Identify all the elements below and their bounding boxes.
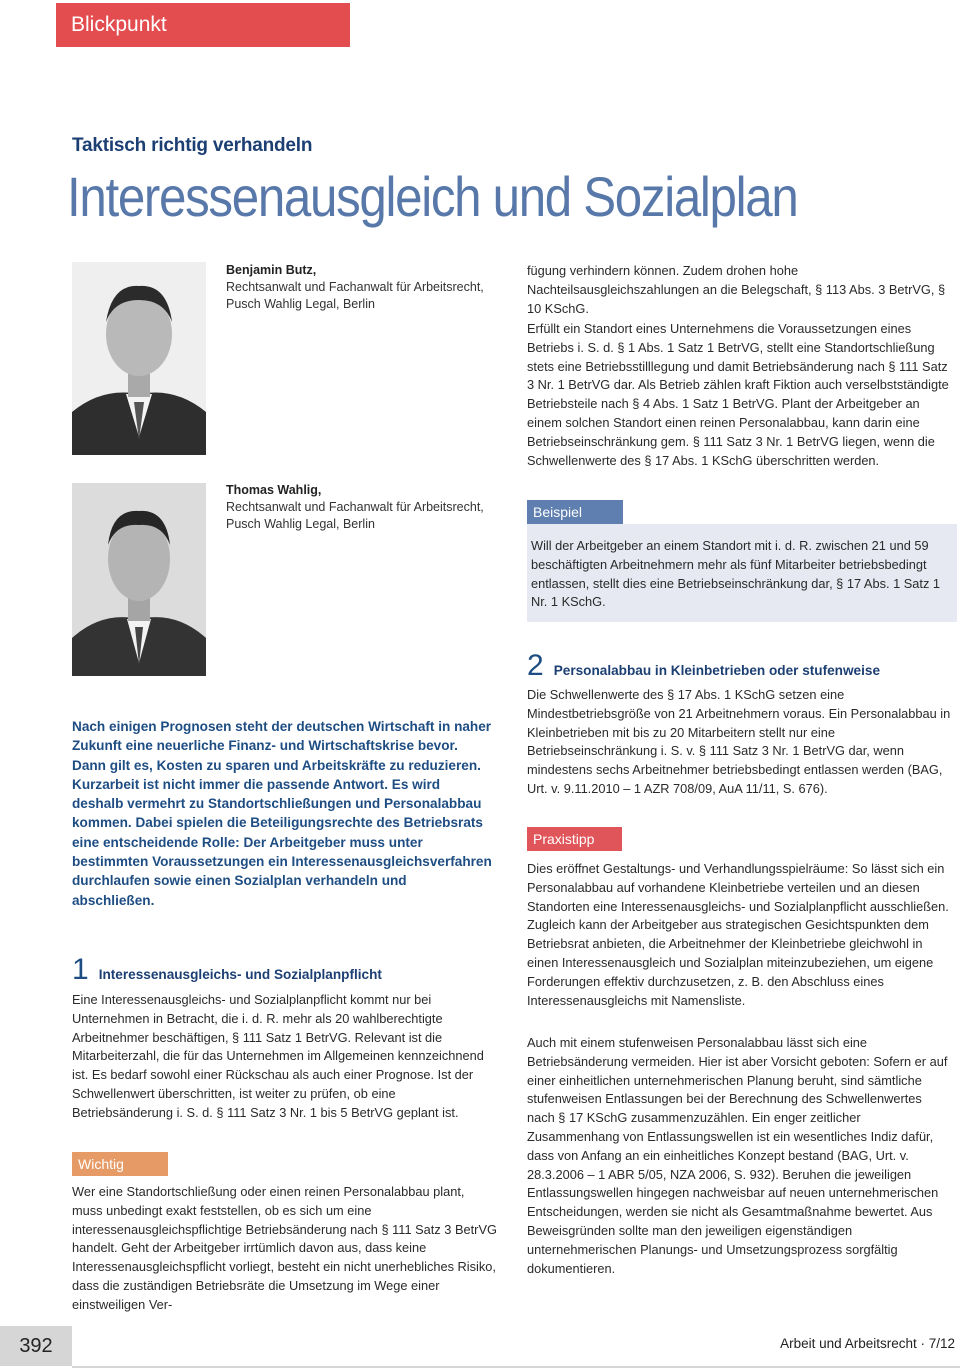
- author-firm: Pusch Wahlig Legal, Berlin: [226, 517, 375, 531]
- closing-paragraph: Auch mit einem stufenweisen Personalabbau lässt sich eine Betriebsänderung vermeiden. Hier ist aber Vorsicht geboten: Sofern er auf einer einheitlichen unternehmerischen Planung beruht, sind sämtliche stufenweisen Entlassungen bei der Berechnung des Schwellenwertes nach § 17 KSchG zusammenzuzählen. Ein enger zeitlicher Zusammenhang von Entlassungswellen ist ein wesentliches Indiz dafür, dass von Anfang an ein einheitliches Konzept bestand (BAG, Urt. v. 28.3.2006 – 1 ABR 5/05, NZA 2006, S. 932). Beruhen die jeweiligen Entlassungswellen hingegen nachweisbar auf neuen unternehmerischen Entscheidungen, werden sie nicht als Gesamtmaßnahme bewertet. Aus Beweisgründen sollte man den jeweiligen eigenständigen unternehmerischen Planungs- und Umsetzungsprozess sorgfältig dokumentieren.: [527, 1035, 948, 1276]
- praxistipp-label: Praxistipp: [527, 827, 622, 851]
- section-1-body: Eine Interessenausgleichs- und Sozialplanpflicht kommt nur bei Unternehmen in Betracht, die i. d. R. mehr als 20 wahlberechtigte Arbeitnehmer beschäftigen, § 111 Satz 1 BetrVG. Relevant ist die Mitarbeiterzahl, die für das Unternehmen im Allgemeinen kennzeichnend ist. Es bedarf sowohl einer Rückschau als auch einer Prognose. Ist der Schwellenwert überschritten, ist weiter zu prüfen, ob eine Betriebsänderung i. S. d. § 111 Satz 3 Nr. 1 bis 5 BetrVG geplant ist.: [72, 992, 484, 1120]
- section-title: Personalabbau in Kleinbetrieben oder stufenweise: [553, 663, 881, 678]
- praxistipp-body: Dies eröffnet Gestaltungs- und Verhandlungsspielräume: So lässt sich ein Personalabbau auf vorhandene Kleinbetriebe verteilen und an diesen Standorten eine Interessenausgleichs- und Sozialplanpflicht ausschließen. Zugleich kann der Arbeitgeber aus strategischen Gesichtspunkten dem Betriebsrat anbieten, die Arbeitnehmer der Kleinbetriebe gleichwohl in einen Interessenausgleich und Sozialplan miteinzubeziehen, um eigene Forderungen effektiv durchzusetzen, z. B. den Abschluss eines Interessenausgleichs mit Namensliste.: [527, 861, 949, 1008]
- author-name: Thomas Wahlig,: [226, 483, 322, 497]
- right-para-2: Erfüllt ein Standort eines Unternehmens die Voraussetzungen eines Betriebs i. S. d. § 1 Abs. 1 Satz 1 BetrVG, stellt eine Standortschließung stets eine Betriebsstilllegung und damit Betriebsänderung nach § 111 Satz 3 Nr. 1 BetrVG dar. Als Betrieb zählen kraft Fiktion auch verselbstständigte Betriebsteile nach § 4 Abs. 1 Satz 1 BetrVG. Plant der Arbeitgeber an einem solchen Standort einen reinen Personalabbau, kann darin eine Betriebseinschränkung gem. § 111 Satz 3 Nr. 1 BetrVG liegen, wenn die Schwellenwerte des § 17 Abs. 1 KSchG überschritten werden.: [527, 321, 949, 468]
- person-photo-icon: [72, 483, 206, 676]
- section-2-heading: [527, 651, 880, 681]
- article-title: Interessenausgleich und Sozialplan: [67, 165, 798, 228]
- article-subtitle: Taktisch richtig verhandeln: [72, 135, 313, 156]
- author-name: Benjamin Butz,: [226, 263, 317, 277]
- section-number: 2: [527, 649, 544, 682]
- section-title: Interessenausgleichs- und Sozialplanpflicht: [98, 967, 382, 982]
- page-number: 392: [0, 1326, 72, 1366]
- author-photo-butz: [72, 262, 206, 455]
- section-number: 1: [72, 953, 89, 986]
- beispiel-label: Beispiel: [527, 500, 623, 524]
- author-firm: Pusch Wahlig Legal, Berlin: [226, 297, 375, 311]
- beispiel-body: Will der Arbeitgeber an einem Standort mit i. d. R. zwischen 21 und 59 beschäftigten Arbeitnehmern mehr als fünf Mitarbeiter betriebsbedingt entlassen, stellt dies eine Betriebseinschränkung dar, § 17 Abs. 1 Satz 1 Nr. 1 KSchG.: [531, 538, 941, 610]
- author-info-butz: [226, 262, 484, 313]
- right-para-1: fügung verhindern können. Zudem drohen hohe Nachteilsausgleichszahlungen an die Belegschaft, § 113 Abs. 3 BetrVG, § 10 KSchG.: [527, 263, 946, 316]
- section-1-heading: [72, 955, 382, 985]
- person-photo-icon: [72, 262, 206, 455]
- wichtig-body: Wer eine Standortschließung oder einen reinen Personalabbau plant, muss unbedingt exakt feststellen, ob es sich um eine interessenausgleichspflichtige Betriebsänderung nach § 111 Satz 3 BetrVG handelt. Geht der Arbeitgeber irrtümlich davon aus, dass keine Interessenausgleichspflicht vorliegt, besteht ein nicht unerhebliches Risiko, dass die zuständigen Betriebsräte die Umsetzung im Wege einer einstweiligen Ver-: [72, 1184, 497, 1312]
- section-2-body: Die Schwellenwerte des § 17 Abs. 1 KSchG setzen eine Mindestbetriebsgröße von 21 Arbeitnehmern voraus. Ein Personalabbau in Kleinbetrieben mit bis zu 20 Mitarbeitern stellt nur eine Betriebseinschränkung i. S. v. § 111 Satz 3 Nr. 1 BetrVG dar, wenn mindestens sechs Arbeitnehmer betriebsbedingt entlassen werden (BAG, Urt. v. 9.11.2010 – 1 AZR 708/09, AuA 11/11, S. 676).: [527, 687, 951, 796]
- author-photo-wahlig: [72, 483, 206, 676]
- journal-name: Arbeit und Arbeitsrecht · 7/12: [780, 1336, 955, 1351]
- author-role: Rechtsanwalt und Fachanwalt für Arbeitsrecht,: [226, 500, 484, 514]
- wichtig-label: Wichtig: [72, 1152, 168, 1176]
- author-info-wahlig: [226, 482, 484, 533]
- section-label: Blickpunkt: [56, 3, 350, 47]
- article-lead: Nach einigen Prognosen steht der deutschen Wirtschaft in naher Zukunft eine neuerliche Finanz- und Wirtschaftskrise bevor. Dann gilt es, Kosten zu sparen und Arbeitskräfte zu reduzieren. Kurzarbeit ist nicht immer die passende Antwort. Es wird deshalb vermehrt zu Standortschließungen und Personalabbau kommen. Dabei spielen die Beteiligungsrechte des Betriebsrats eine entscheidende Rolle: Der Arbeitgeber muss unter bestimmten Voraussetzungen ein Interessenausgleichsverfahren durchlaufen sowie einen Sozialplan verhandeln und abschließen.: [72, 719, 492, 908]
- author-role: Rechtsanwalt und Fachanwalt für Arbeitsrecht,: [226, 280, 484, 294]
